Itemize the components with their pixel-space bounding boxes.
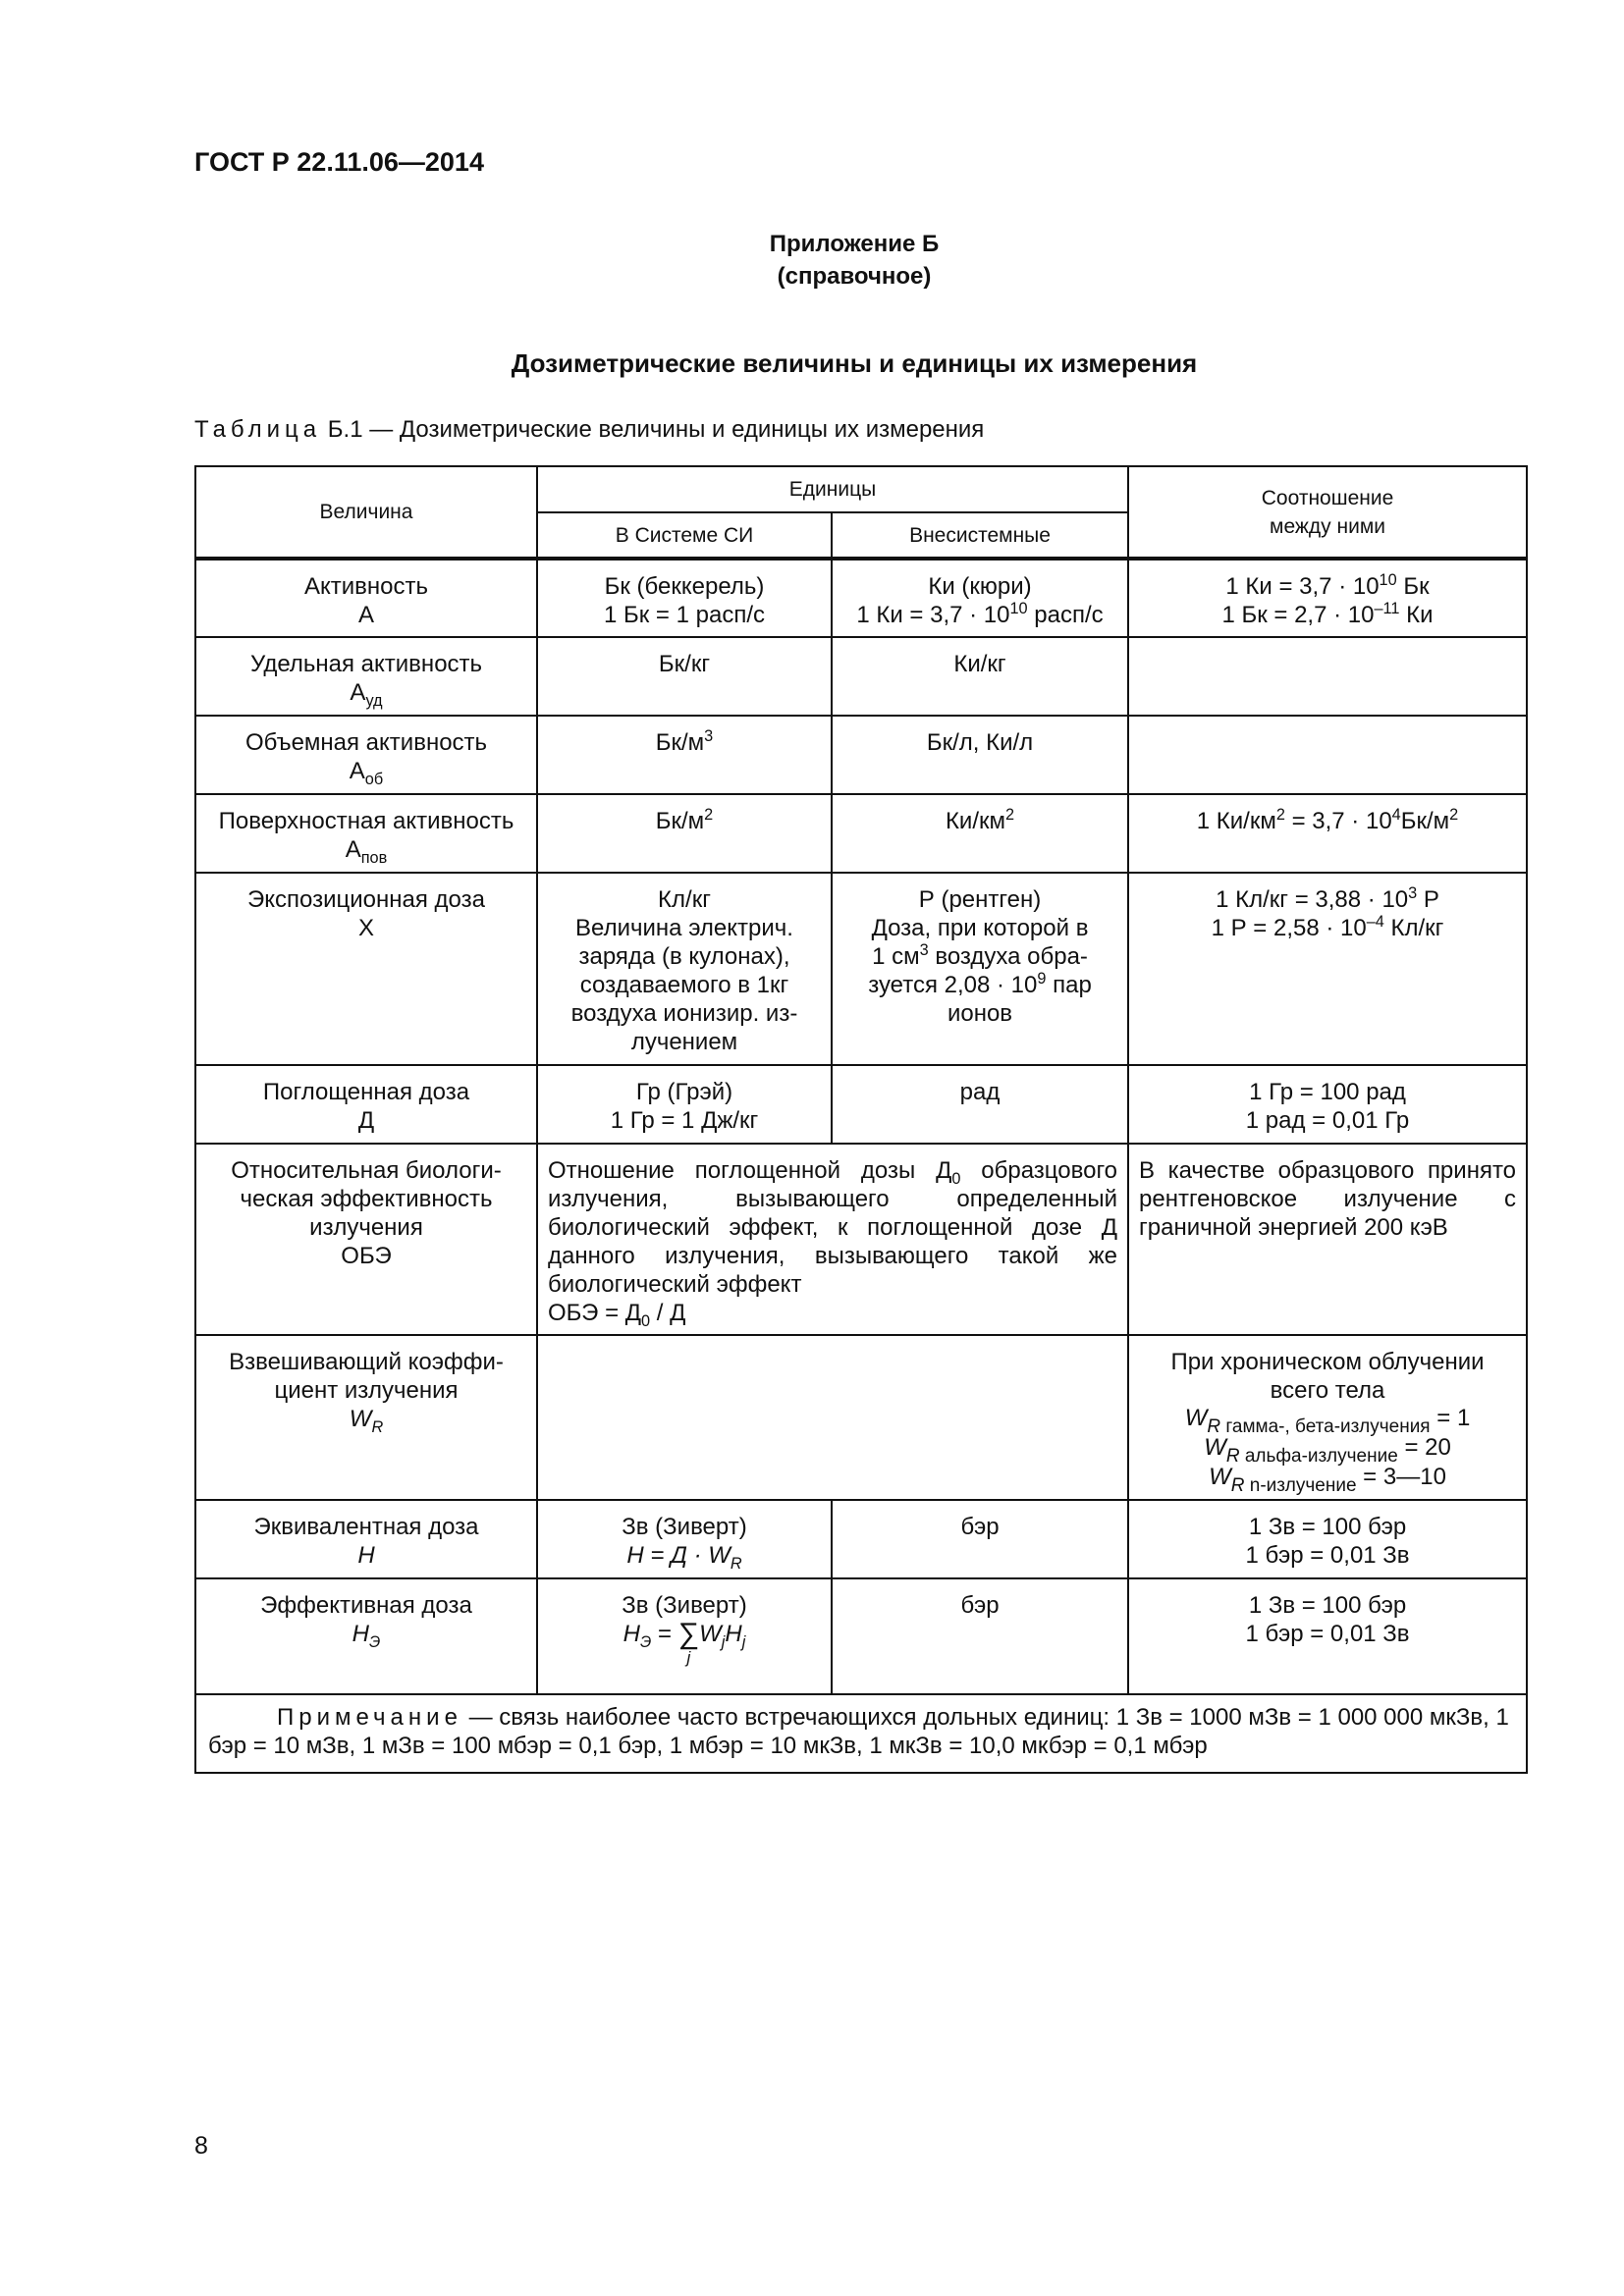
- non-system-cell: Ки/кг: [832, 637, 1128, 716]
- table-row: [195, 1578, 1527, 1694]
- table-row: [195, 637, 1527, 716]
- table-row: [195, 716, 1527, 794]
- page-number: 8: [194, 2132, 208, 2160]
- relation-cell: В качестве образцового принято рентгеновское излучение с граничной энергией 200 кэВ: [1128, 1144, 1527, 1335]
- weighting-gamma: $W_{R гамма-, бета-излучения} = 1$: [1184, 1405, 1471, 1437]
- header-non-system: Внесистемные: [832, 512, 1128, 559]
- rbe-description-cell: Отношение поглощенной дозы $Д_0$ образцового излучения, вызывающего определенный биологический эффект, к поглощенной дозе Д данного излучения, вызывающего такой же биологический эффект ОБЭ = $Д_0$ / Д: [537, 1144, 1128, 1335]
- table-row: [195, 1335, 1527, 1500]
- quantity-cell: Поглощенная доза Д: [195, 1065, 537, 1144]
- header-units: Единицы: [537, 466, 1128, 512]
- table-row: [195, 794, 1527, 873]
- quantity-cell: Относительная биологи- ческая эффективность излучения ОБЭ: [195, 1144, 537, 1335]
- non-system-cell: Бк/л, Ки/л: [832, 716, 1128, 794]
- relation-cell: 1 $Ки/км^2 = 3,7 \cdot 10^4Бк/м^2$: [1128, 794, 1527, 873]
- note-text: — связь наиболее часто встречающихся дольных единиц: 1 Зв = 1000 мЗв = 1 000 000 мкЗв, 1 бэр = 10 мЗв, 1 мЗв = 100 мбэр = 0,1 бэр, 1 мбэр = 10 мкЗв, 1 мкЗв = 10,0 мкбэр = 0,1 мбэр: [208, 1704, 1509, 1759]
- annex-heading: [0, 228, 1624, 293]
- caption-label: Таблица: [194, 416, 322, 443]
- effective-dose-formula: $Н_Э$ = ∑ j $W_jH_j$: [623, 1618, 746, 1667]
- header-quantity: Величина: [195, 466, 537, 559]
- table-row: [195, 1500, 1527, 1578]
- annex-title: Приложение Б: [769, 231, 940, 257]
- si-cell: $Бк/м^3$: [537, 716, 832, 794]
- relation-cell: 1 Зв = 100 бэр 1 бэр = 0,01 Зв: [1128, 1500, 1527, 1578]
- table-row: [195, 1065, 1527, 1144]
- quantity-cell: Эффективная доза $Н_Э$: [195, 1578, 537, 1694]
- si-cell: Зв (Зиверт) $Н = Д \cdot W_R$: [537, 1500, 832, 1578]
- quantity-cell: Удельная активность $А_{уд}$: [195, 637, 537, 716]
- section-title: Дозиметрические величины и единицы их измерения: [511, 348, 1198, 378]
- relation-cell: [1128, 716, 1527, 794]
- weighting-alpha: $W_{R альфа-излучение} = 20$: [1204, 1434, 1451, 1467]
- document-code: ГОСТ Р 22.11.06—2014: [194, 147, 484, 177]
- non-system-cell: рад: [832, 1065, 1128, 1144]
- quantity-cell: Поверхностная активность $А_{пов}$: [195, 794, 537, 873]
- rbe-formula: ОБЭ = $Д_0$ / Д: [548, 1300, 686, 1330]
- quantity-cell: Экспозиционная доза Х: [195, 873, 537, 1065]
- relation-cell: 1 Гр = 100 рад 1 рад = 0,01 Гр: [1128, 1065, 1527, 1144]
- relation-cell: 1 $Кл/кг = 3,88 \cdot 10^3$ Р 1 $Р = 2,58 \cdot 10^{-4}$ Кл/кг: [1128, 873, 1527, 1065]
- relation-cell: При хроническом облучении всего тела $W_{R гамма-, бета-излучения} = 1$ $W_{R альфа-излучение} = 20$ $W_{R n-излучение}$ = 3—10: [1128, 1335, 1527, 1500]
- header-si: В Системе СИ: [537, 512, 832, 559]
- si-cell: Гр (Грэй) 1 Гр = 1 Дж/кг: [537, 1065, 832, 1144]
- non-system-cell: бэр: [832, 1578, 1128, 1694]
- weighting-neutron: $W_{R n-излучение}$ = 3—10: [1209, 1464, 1446, 1496]
- note-label: Примечание: [277, 1704, 462, 1731]
- table-caption: [194, 416, 984, 444]
- annex-kind: (справочное): [777, 263, 932, 290]
- table-row: [195, 873, 1527, 1065]
- table-row: [195, 559, 1527, 637]
- relation-cell: 1 Ки = $3,7 \cdot 10^{10}$ Бк 1 Бк = $2,7 \cdot 10^{-11}$ Ки: [1128, 559, 1527, 637]
- si-cell: Бк/кг: [537, 637, 832, 716]
- non-system-cell: бэр: [832, 1500, 1128, 1578]
- quantity-cell: Объемная активность $А_{об}$: [195, 716, 537, 794]
- non-system-cell: $Ки/км^2$: [832, 794, 1128, 873]
- quantity-cell: Взвешивающий коэффи- циент излучения $W_R$: [195, 1335, 537, 1500]
- note-row: [195, 1694, 1527, 1773]
- empty-cell: [537, 1335, 1128, 1500]
- si-cell: $Бк/м^2$: [537, 794, 832, 873]
- non-system-cell: Ки (кюри) 1 Ки = $3,7 \cdot 10^{10}$ расп/с: [832, 559, 1128, 637]
- header-relation: Соотношение между ними: [1128, 466, 1527, 559]
- si-cell: Зв (Зиверт) $Н_Э$ = ∑ j $W_jH_j$: [537, 1578, 832, 1694]
- si-cell: Бк (беккерель) 1 Бк = 1 расп/с: [537, 559, 832, 637]
- quantity-cell: Эквивалентная доза Н: [195, 1500, 537, 1578]
- table-row: [195, 1144, 1527, 1335]
- relation-cell: 1 Зв = 100 бэр 1 бэр = 0,01 Зв: [1128, 1578, 1527, 1694]
- caption-text: Б.1 — Дозиметрические величины и единицы их измерения: [327, 416, 985, 443]
- quantity-cell: Активность А: [195, 559, 537, 637]
- dosimetry-table: [194, 465, 1528, 1774]
- non-system-cell: Р (рентген) Доза, при которой в 1 $см^3$ воздуха обра- зуется $2,08 \cdot 10^9$ пар ионов: [832, 873, 1128, 1065]
- table-note: [195, 1694, 1527, 1773]
- relation-cell: [1128, 637, 1527, 716]
- si-cell: Кл/кг Величина электрич. заряда (в кулонах), создаваемого в 1кг воздуха ионизир. из- лучением: [537, 873, 832, 1065]
- sum-sign: ∑: [677, 1618, 700, 1650]
